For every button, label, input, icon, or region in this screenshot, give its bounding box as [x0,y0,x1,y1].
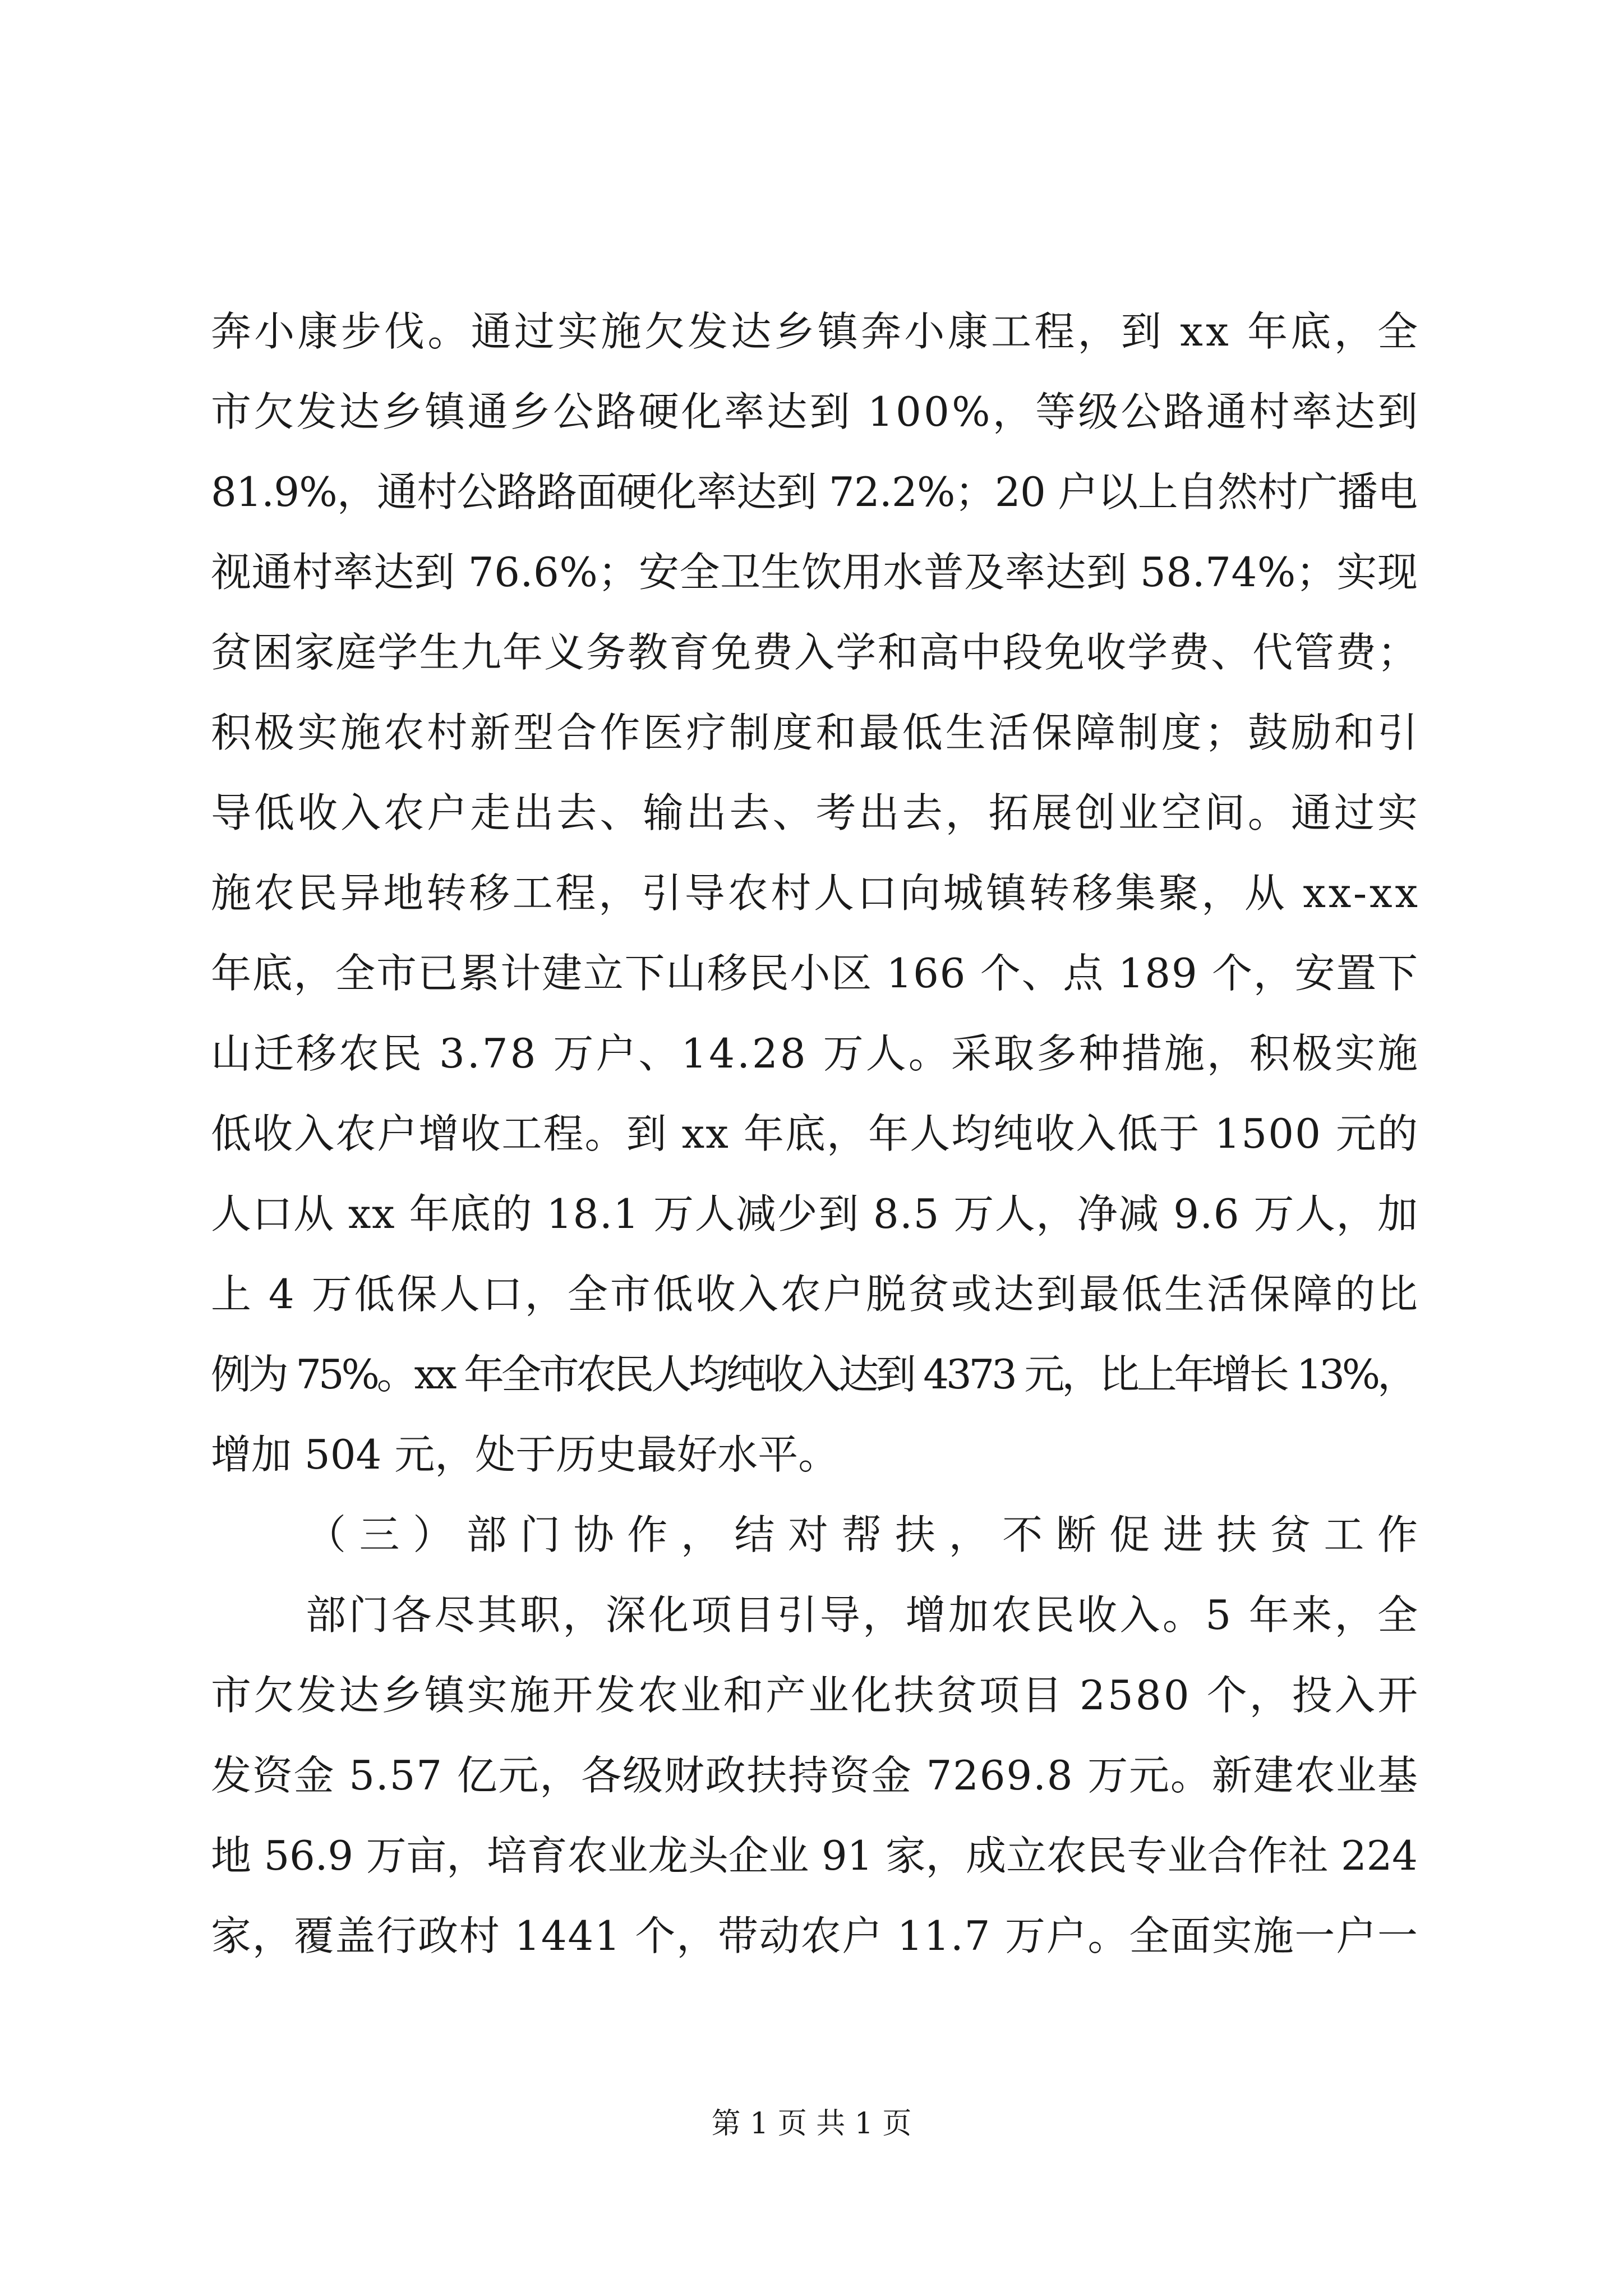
body-line: 施农民异地转移工程，引导农村人口向城镇转移集聚，从 xx-xx [211,869,1421,917]
body-line: 81.9%，通村公路路面硬化率达到 72.2%；20 户以上自然村广播电 [211,468,1418,516]
body-line: 市欠发达乡镇通乡公路硬化率达到 100%，等级公路通村率达到 [211,388,1421,435]
section-heading: （三）部门协作，结对帮扶，不断促进扶贫工作 [306,1511,1431,1558]
body-line: 视通村率达到 76.6%；安全卫生饮用水普及率达到 58.74%；实现 [211,549,1418,596]
body-line: 例为 75%。xx 年全市农民人均纯收入达到 4373 元，比上年增长 13%， [211,1351,1415,1398]
body-line: 家，覆盖行政村 1441 个，带动农户 11.7 万户。全面实施一户一 [211,1912,1419,1959]
body-line: 发资金 5.57 亿元，各级财政扶持资金 7269.8 万元。新建农业基 [211,1752,1419,1799]
body-line: 上 4 万低保人口，全市低收入农户脱贫或达到最低生活保障的比 [211,1271,1421,1318]
page-footer: 第 1 页 共 1 页 [711,2107,912,2141]
body-line: 低收入农户增收工程。到 xx 年底，年人均纯收入低于 1500 元的 [211,1110,1419,1157]
body-line: 贫困家庭学生九年义务教育免费入学和高中段免收学费、代管费； [211,629,1419,676]
body-line: 年底，全市已累计建立下山移民小区 166 个、点 189 个，安置下 [211,950,1419,997]
body-line: 增加 504 元，处于历史最好水平。 [211,1431,839,1478]
body-line: 地 56.9 万亩，培育农业龙头企业 91 家，成立农民专业合作社 224 [211,1832,1418,1879]
body-line: 人口从 xx 年底的 18.1 万人减少到 8.5 万人，净减 9.6 万人，加 [211,1190,1419,1237]
body-line: 奔小康步伐。通过实施欠发达乡镇奔小康工程，到 xx 年底，全 [211,308,1421,355]
body-line: 部门各尽其职，深化项目引导，增加农民收入。5 年来，全 [306,1591,1421,1639]
body-line: 导低收入农户走出去、输出去、考出去，拓展创业空间。通过实 [211,789,1421,836]
body-line: 市欠发达乡镇实施开发农业和产业化扶贫项目 2580 个，投入开 [211,1672,1421,1719]
body-line: 山迁移农民 3.78 万户、14.28 万人。采取多种措施，积极实施 [211,1030,1421,1077]
body-line: 积极实施农村新型合作医疗制度和最低生活保障制度；鼓励和引 [211,709,1421,756]
